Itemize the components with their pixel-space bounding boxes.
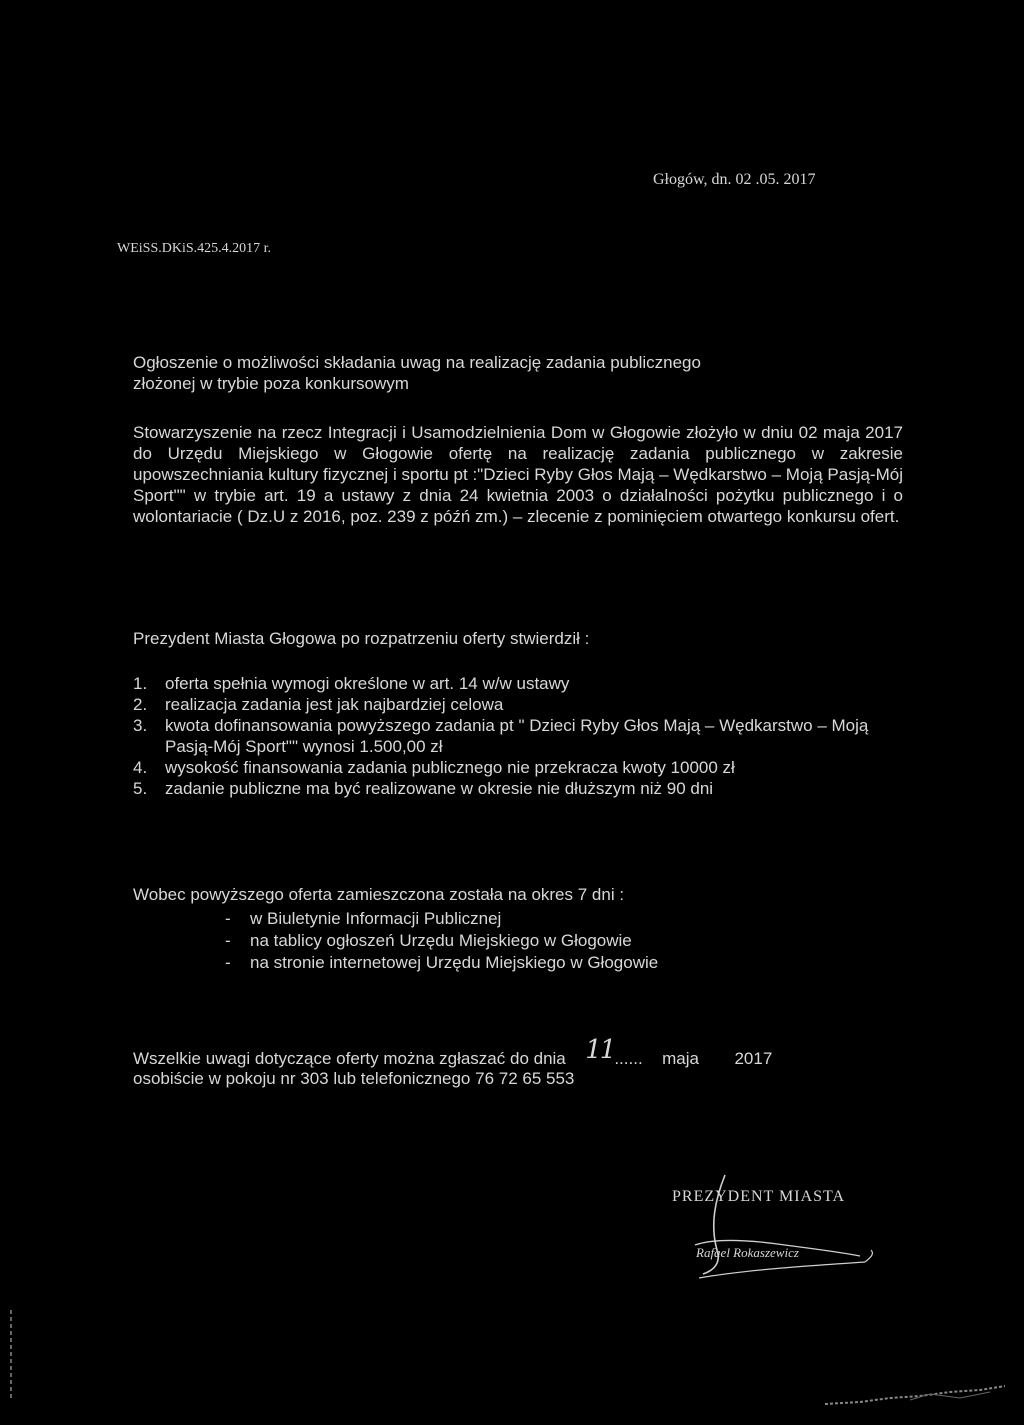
item-text: na stronie internetowej Urzędu Miejskiego w Głogowie [250,953,659,972]
announcement-paragraph: Stowarzyszenie na rzecz Integracji i Usamodzielnienia Dom w Głogowie złożyło w dniu 02 maja 2017 do Urzędu Miejskiego w Głogowie ofertę na realizację zadania publicznego w zakresie upowszechniania kultury fizycznej i sportu pt :"Dzieci Ryby Głos Mają – Wędkarstwo – Moją Pasją-Mój Sport"" w trybie art. 19 a ustawy z dnia 24 kwietnia 2003 o działalności pożytku publicznego i o wolontariacie ( Dz.U z 2016, poz. 239 z późń zm.) – zlecenie z pominięciem otwartego konkursu ofert. [133,423,903,526]
list-item [133,694,903,715]
list-dash: - [225,953,231,972]
item-text: oferta spełnia wymogi określone w art. 14 w/w ustawy [165,674,570,693]
item-text: wysokość finansowania zadania publicznego nie przekracza kwoty 10000 zł [165,758,735,777]
findings-list [133,673,903,799]
deadline-month: maja [662,1049,699,1068]
signature-title: PREZYDENT MIASTA [672,1188,846,1205]
scan-edge-mark [8,1310,14,1400]
handwritten-signature [655,1170,905,1290]
item-text: na tablicy ogłoszeń Urzędu Miejskiego w Głogowie [250,931,632,950]
item-number: 3. [133,716,148,735]
item-text: kwota dofinansowania powyższego zadania pt " Dzieci Ryby Głos Mają – Wędkarstwo – Moją Pasją-Mój Sport"" wynosi 1.500,00 zł [165,716,869,756]
list-item [133,673,903,694]
deadline-year: 2017 [734,1049,773,1068]
signature-name: Rafael Rokaszewicz [696,1245,799,1260]
document-date: Głogów, dn. 02 .05. 2017 [653,171,816,188]
item-number: 2. [133,695,148,714]
handwritten-day: 11 [585,1035,615,1065]
list-item [225,930,658,952]
comments-deadline-line [133,1035,903,1069]
list-item [225,908,658,930]
item-text: zadanie publiczne ma być realizowane w okresie nie dłuższym niż 90 dni [165,779,714,798]
item-text: w Biuletynie Informacji Publicznej [250,909,502,928]
title-line-2: złożonej w trybie poza konkursowym [133,374,409,393]
findings-intro: Prezydent Miasta Głogowa po rozpatrzeniu oferty stwierdził : [133,629,590,648]
title-line-1: Ogłoszenie o możliwości składania uwag na realizację zadania publicznego [133,353,701,372]
list-item [133,757,903,778]
list-item [133,715,903,757]
announcement-title [133,352,903,394]
publication-intro: Wobec powyższego oferta zamieszczona została na okres 7 dni : [133,885,625,904]
list-dash: - [225,909,231,928]
publication-places-list [225,908,658,974]
item-number: 1. [133,674,148,693]
fill-dots: ...... [614,1049,643,1068]
list-item [225,952,658,974]
item-text: realizacja zadania jest jak najbardziej celowa [165,695,504,714]
list-item [133,778,903,799]
reference-number: WEiSS.DKiS.425.4.2017 r. [117,241,272,256]
comments-intro: Wszelkie uwagi dotyczące oferty można zgłaszać do dnia [133,1049,566,1068]
comments-contact-line: osobiście w pokoju nr 303 lub telefonicznego 76 72 65 553 [133,1069,575,1088]
item-number: 4. [133,758,148,777]
item-number: 5. [133,779,148,798]
list-dash: - [225,931,231,950]
scan-artifact [820,1380,1010,1410]
